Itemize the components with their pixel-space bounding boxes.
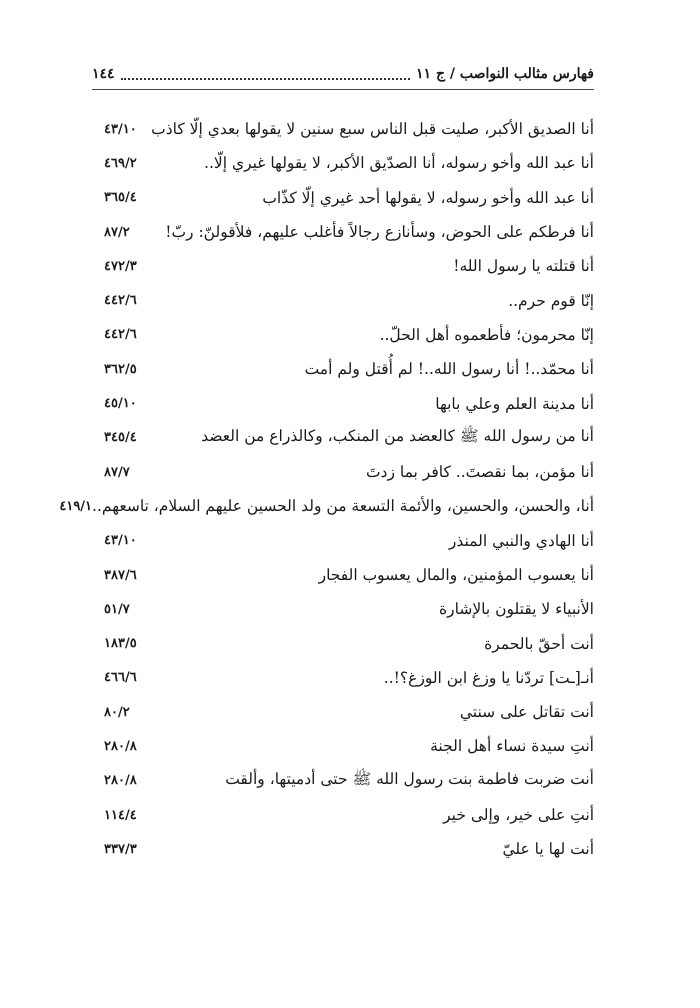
entry-reference: ٢٨٠/٨ bbox=[104, 773, 137, 789]
entry-text: أنا الهادي والنبي المنذر bbox=[448, 531, 594, 550]
index-entry bbox=[92, 558, 594, 592]
entry-reference: ٤٦٩/٢ bbox=[104, 155, 137, 171]
entry-reference: ٨٠/٢ bbox=[104, 704, 130, 720]
entry-text: أنا الصديق الأكبر، صليت قبل الناس سبع سنين لا يقولها بعدي إلّا كاذب bbox=[151, 120, 594, 139]
entry-reference: ٤٤٢/٦ bbox=[104, 293, 137, 309]
entry-text: أنا يعسوب المؤمنين، والمال يعسوب الفجار bbox=[318, 566, 594, 584]
page-number: ١٤٤ bbox=[92, 66, 115, 82]
entry-text: أنت ضربت فاطمة بنت رسول الله ﷺ حتى أدميتها، وألقت bbox=[225, 770, 594, 789]
entry-reference: ٥١/٧ bbox=[104, 601, 130, 617]
entry-reference: ٢٨٠/٨ bbox=[104, 738, 137, 754]
index-entry bbox=[92, 421, 594, 455]
running-header bbox=[92, 62, 594, 86]
entry-reference: ٣٣٧/٣ bbox=[104, 841, 137, 857]
index-entry bbox=[92, 695, 594, 729]
entry-text: أنت أحقّ بالحمرة bbox=[484, 634, 594, 653]
entry-text: أنا قتلته يا رسول الله! bbox=[453, 257, 594, 276]
entry-text: أنا من رسول الله ﷺ كالعضد من المنكب، وكالذراع من العضد bbox=[201, 427, 594, 446]
entry-text: أنتِ على خير، وإلى خير bbox=[443, 806, 594, 825]
index-entry bbox=[92, 146, 594, 180]
entry-text: إنّا قوم حرم.. bbox=[508, 291, 594, 310]
entry-text: أنت لها يا عليّ bbox=[502, 840, 594, 859]
index-entry bbox=[92, 283, 594, 317]
index-entry bbox=[92, 386, 594, 420]
entry-text: أنا، والحسن، والحسين، والأئمة التسعة من ولد الحسين عليهم السلام، تاسعهم.. bbox=[92, 497, 594, 516]
index-entry bbox=[92, 832, 594, 866]
entry-text: أنا فرطكم على الحوض، وسأنازع رجالاً فأغلب عليهم، فلأقولنّ: ربّ! bbox=[165, 223, 594, 242]
header-rule bbox=[92, 89, 594, 90]
entry-reference: ٣٦٢/٥ bbox=[104, 361, 137, 377]
entry-reference: ٨٧/٧ bbox=[104, 464, 130, 480]
index-entry bbox=[92, 112, 594, 146]
entry-reference: ٤٤٢/٦ bbox=[104, 327, 137, 343]
entry-reference: ٤١٩/١ bbox=[59, 498, 93, 514]
entry-text: الأنبياء لا يقتلون بالإشارة bbox=[439, 600, 594, 619]
index-entry bbox=[92, 661, 594, 695]
entry-reference: ٤٥/١٠ bbox=[104, 396, 137, 412]
entry-reference: ٣٦٥/٤ bbox=[104, 190, 137, 206]
leader-dots bbox=[121, 68, 410, 80]
entry-reference: ٤٣/١٠ bbox=[104, 121, 137, 137]
index-entry bbox=[59, 489, 594, 523]
index-entry bbox=[92, 455, 594, 489]
index-entry bbox=[92, 798, 594, 832]
entry-reference: ١١٤/٤ bbox=[104, 807, 137, 823]
entry-reference: ٤٣/١٠ bbox=[104, 533, 137, 549]
entry-reference: ٣٤٥/٤ bbox=[104, 430, 137, 446]
entry-reference: ٣٨٧/٦ bbox=[104, 567, 137, 583]
index-entry bbox=[92, 626, 594, 660]
index-entry bbox=[92, 592, 594, 626]
header-title: فهارس مثالب النواصب / ج ١١ bbox=[416, 66, 594, 82]
entry-text: أنا عبد الله وأخو رسوله، لا يقولها أحد غيري إلّا كذّاب bbox=[262, 188, 594, 207]
entry-text: أنـ[ـت] تردّنا يا وزغ ابن الوزغ؟!.. bbox=[383, 668, 594, 687]
entry-text: أنتِ سيدة نساء أهل الجنة bbox=[430, 737, 594, 756]
entry-text: أنا محمّد..! أنا رسول الله..! لم أُقتل ولم أمت bbox=[304, 360, 594, 379]
index-entry bbox=[92, 318, 594, 352]
index-list bbox=[59, 112, 594, 867]
entry-text: أنا مؤمن، بما نقصتَ.. كافر بما زدتَ bbox=[365, 463, 594, 482]
entry-text: إنّا محرمون؛ فأطعموه أهل الحلّ.. bbox=[379, 325, 594, 344]
entry-text: أنت تقاتل على سنتي bbox=[459, 703, 594, 722]
entry-reference: ٤٦٦/٦ bbox=[104, 670, 137, 686]
index-entry bbox=[92, 181, 594, 215]
index-entry bbox=[92, 249, 594, 283]
entry-reference: ٨٧/٢ bbox=[104, 224, 130, 240]
entry-reference: ٤٧٢/٣ bbox=[104, 258, 137, 274]
index-entry bbox=[92, 524, 594, 558]
index-entry bbox=[92, 352, 594, 386]
entry-text: أنا مدينة العلم وعلي بابها bbox=[435, 394, 594, 413]
entry-text: أنا عبد الله وأخو رسوله، أنا الصدّيق الأكبر، لا يقولها غيري إلّا.. bbox=[204, 154, 594, 173]
index-entry bbox=[92, 729, 594, 763]
index-entry bbox=[92, 764, 594, 798]
index-entry bbox=[92, 215, 594, 249]
entry-reference: ١٨٣/٥ bbox=[104, 636, 137, 652]
